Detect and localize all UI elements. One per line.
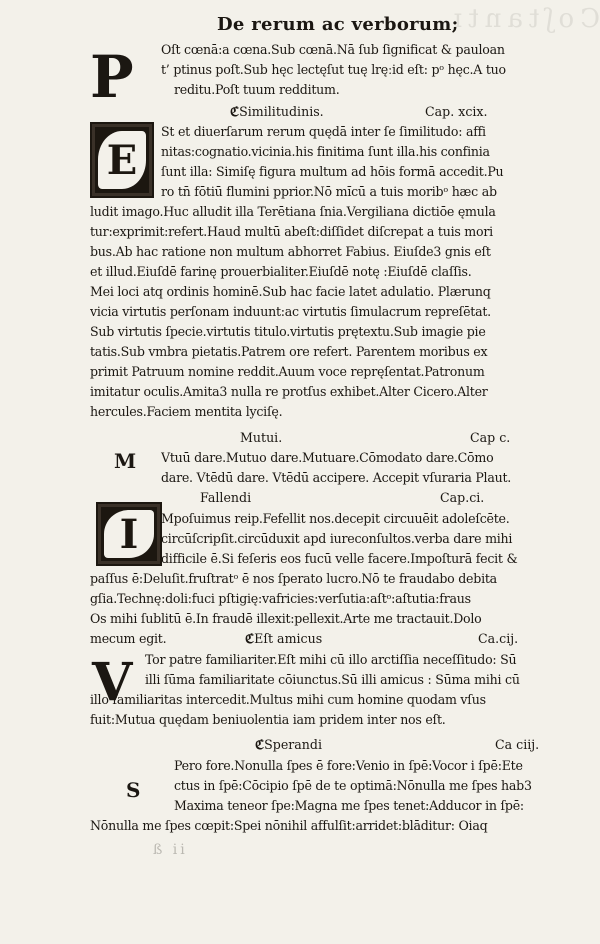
text-line: Oſt cœnā:a cœna.Sub cœnā.Nā ſub ſignificat & pauloan	[161, 42, 505, 57]
text-line: Mei loci atq ordinis hominē.Sub hac facie latet adulatio. Plærunq	[90, 284, 491, 299]
text-line: tur:exprimit:refert.Haud multū abeſt:diſſidet diſcrepat a tuis mori	[90, 224, 493, 239]
chapter-number: Ca ciij.	[495, 737, 540, 752]
text-line: Vtuū dare.Mutuo dare.Mutuare.Cōmodato dare.Cōmo	[161, 450, 494, 465]
text-line: dare. Vtēdū dare. Vtēdū accipere. Accepit vſuraria Plaut.	[161, 470, 512, 485]
text-line: bus.Ab hac ratione non multum abhorret Fabius. Eiuſde3 gnis eſt	[90, 244, 491, 259]
chapter-number: Cap c.	[470, 430, 511, 445]
text-line: Tor patre familiariter.Eſt mihi cū illo arctiſſia neceſſitudo: Sū	[145, 652, 517, 667]
text-line: tatis.Sub vmbra pietatis.Patrem ore refert. Parentem moribus ex	[90, 344, 488, 359]
text-line: gſia.Technę:doli:fuci pſtigię:vafricies:verſutia:aſtᵒ:aſtutia:fraus	[90, 591, 471, 606]
initial-p: P	[90, 43, 134, 111]
text-line: St et diuerſarum rerum quędā inter ſe ſimilitudo: affi	[161, 124, 486, 139]
text-line: difficile ē.Si feſeris eos fucū velle facere.Impoſturā fecit &	[161, 551, 518, 566]
section-title: Similitudinis.	[239, 104, 324, 119]
text-line: vicia virtutis perſonam induunt:ac virtutis ſimulacrum repreſētat.	[90, 304, 491, 319]
text-line: reditu.Poſt tuum redditum.	[174, 82, 340, 97]
text-line: nitas:cognatio.vicinia.his finitima ſunt illa.his confinia	[161, 144, 490, 159]
text-line: ſunt illa: Simiſę figura multum ad hōis formā accedit.Pu	[161, 164, 504, 179]
text-line: Nōnulla me ſpes cœpit:Spei nōnihil affulſit:arridet:blāditur: Oiaq	[90, 818, 488, 833]
text-line: Pero fore.Nonulla ſpes ē fore:Venio in ſpē:Vocor i ſpē:Ete	[174, 758, 523, 773]
text-line: paſſus ē:Deluſit.fruſtratᵒ ē nos ſperato lucro.Nō te fraudabo debita	[90, 571, 497, 586]
initial-s: S	[126, 778, 141, 802]
initial-v: V	[92, 652, 133, 713]
signature-mark: ß ii	[153, 842, 188, 858]
text-line: Os mihi ſublitū ē.In fraudē illexit:pellexit.Arte me tractauit.Dolo	[90, 611, 482, 626]
text-line: et illud.Eiuſdē farinę prouerbialiter.Eiuſdē notę :Eiuſdē claſſis.	[90, 264, 472, 279]
chapter-number: Ca.cij.	[478, 631, 519, 646]
text-line: imitatur oculis.Amita3 nulla re protſus exhibet.Alter Cicero.Alter	[90, 384, 488, 399]
section-heading	[230, 104, 324, 121]
section-title: Sperandi	[264, 737, 323, 752]
section-heading	[245, 631, 322, 648]
chapter-number: Cap.ci.	[440, 490, 485, 505]
initial-m: M	[114, 449, 137, 473]
pilcrow-icon: ℭ	[230, 105, 240, 120]
text-line: Sub virtutis ſpecie.virtutis titulo.virtutis prętextu.Sub imagie pie	[90, 324, 486, 339]
text-line: t’ ptinus poſt.Sub hęc lectęſut tuę lręːid eſt: pᵒ hęc.A tuo	[161, 62, 506, 77]
text-line: primit Patruum nomine reddit.Auum voce repręſentat.Patronum	[90, 364, 485, 379]
decorated-initial-e	[90, 122, 154, 198]
section-title: Fallendi	[200, 490, 252, 505]
text-line: fuit:Mutua quędam beniuolentia iam pridem inter nos eſt.	[90, 712, 446, 727]
section-heading	[255, 737, 322, 754]
initial-e: E	[98, 131, 146, 189]
text-line: ctus in ſpē:Cōcipio ſpē de te optimā:Nōnulla me ſpes hab3	[174, 778, 532, 793]
text-line: Mpoſuimus reip.Fefellit nos.decepit circuuēit adoleſcēte.	[161, 511, 510, 526]
pilcrow-icon: ℭ	[245, 632, 255, 647]
text-line: ludit imago.Huc alludit illa Terētiana ſnia.Vergiliana dictiōe ęmula	[90, 204, 496, 219]
bleed-through-text: Coʃtantɪ	[447, 4, 600, 34]
text-line: illi ſūma familiaritate cōiunctus.Sū illi amicus : Sūma mihi cū	[145, 672, 520, 687]
pilcrow-icon: ℭ	[255, 738, 265, 753]
section-title: Eſt amicus	[254, 631, 323, 646]
text-line: Maxima teneor ſpe:Magna me ſpes tenet:Adducor in ſpē:	[174, 798, 524, 813]
text-line: hercules.Faciem mentita lyciſę.	[90, 404, 283, 419]
section-title: Mutui.	[240, 430, 283, 445]
text-line: illo familiaritas intercedit.Multus mihi cum homine quodam vſus	[90, 692, 486, 707]
text-line: circūſcripſit.circūduxit apd iureconſultos.verba dare mihi	[161, 531, 513, 546]
chapter-number: Cap. xcix.	[425, 104, 488, 119]
text-line: mecum egit.	[90, 631, 167, 646]
page-header: De rerum ac verborum;	[217, 14, 459, 35]
initial-i: I	[104, 510, 154, 558]
decorated-initial-i	[96, 502, 162, 566]
text-line: ro tn̄ fōtiū flumini pprior.Nō mı̄cū a tuis moribᵒ hæc ab	[161, 184, 497, 199]
